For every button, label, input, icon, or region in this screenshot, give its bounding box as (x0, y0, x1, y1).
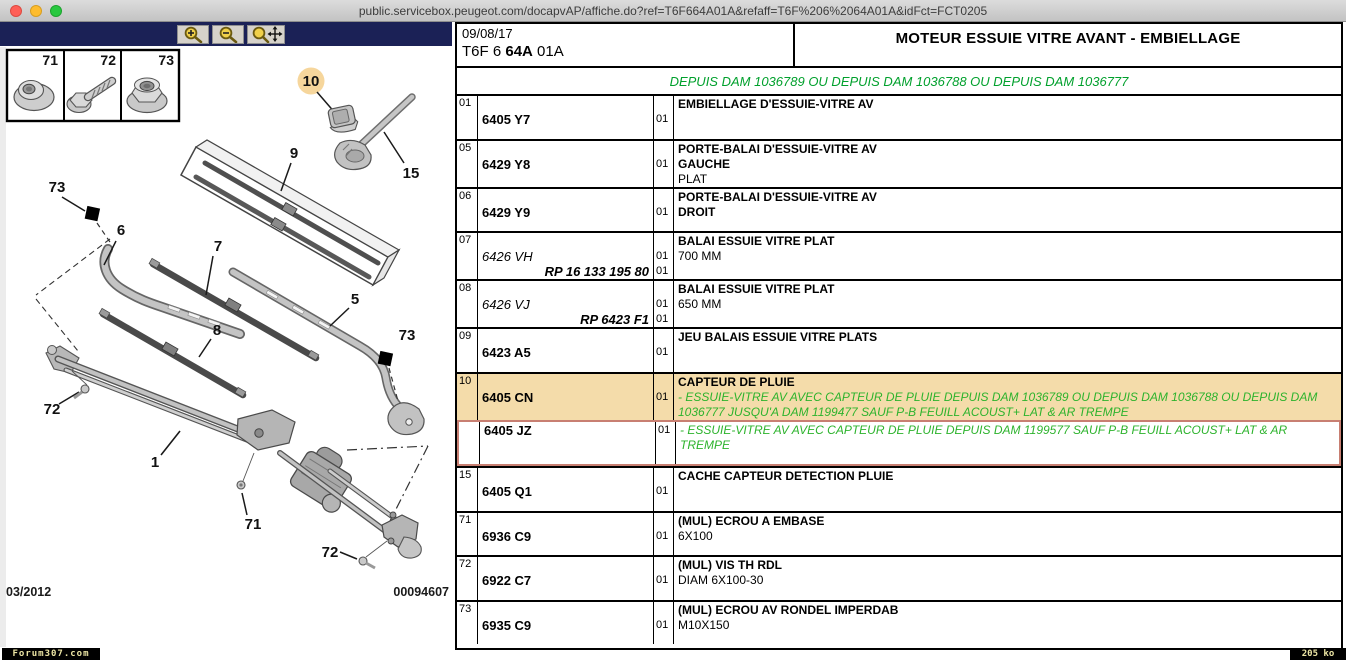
parts-rows (457, 96, 1341, 644)
row-qty-cell (656, 422, 676, 465)
row-qty-cell (654, 557, 674, 600)
part-description-line: 6X100 (678, 528, 713, 543)
part-quantity: 01 (656, 346, 669, 358)
row-ref-cell (478, 233, 654, 279)
part-quantity: 01 (656, 205, 669, 218)
callout-5[interactable]: 5 (350, 291, 360, 308)
part-quantity: 01 (658, 423, 671, 436)
callout-72-left[interactable]: 72 (43, 401, 61, 418)
row-description-cell (674, 281, 1341, 327)
part-description-line: CAPTEUR DE PLUIE (678, 374, 795, 389)
zoom-out-icon (215, 26, 241, 43)
part-quantity: 01 (656, 390, 669, 403)
part-reference[interactable]: 6935 C9 (482, 617, 532, 633)
row-index-cell: 71 (457, 513, 478, 556)
part-quantity: 01 (656, 157, 669, 170)
callout-7[interactable]: 7 (213, 238, 223, 255)
minimize-window-button[interactable] (30, 5, 42, 17)
part-reference[interactable]: 6405 Q1 (482, 484, 532, 499)
row-index-cell: 01 (457, 96, 478, 139)
part-description-line: JEU BALAIS ESSUIE VITRE PLATS (678, 330, 878, 344)
zoom-in-icon (180, 26, 206, 43)
row-index-cell: 72 (457, 557, 478, 600)
callout-10[interactable]: 10 (302, 73, 320, 90)
diagram-doc-number: 00094607 (393, 585, 449, 599)
table-row[interactable] (457, 187, 1341, 232)
callout-9[interactable]: 9 (289, 145, 299, 162)
rain-sensor-part (327, 104, 360, 135)
part-description-line: BALAI ESSUIE VITRE PLAT (678, 234, 835, 248)
table-row[interactable] (457, 96, 1341, 139)
header-date-cell (457, 24, 795, 66)
row-description-cell (674, 602, 1341, 645)
row-qty-cell (654, 233, 674, 279)
callout-72-right-group (322, 541, 387, 568)
part-quantity: 01 (656, 250, 669, 262)
row-description-cell (674, 557, 1341, 600)
row-ref-cell (478, 557, 654, 600)
inset-label-71[interactable]: 71 (42, 52, 58, 68)
table-header (457, 24, 1341, 68)
part-description-line: 650 MM (678, 297, 722, 311)
part-description-line: PORTE-BALAI D'ESSUIE-VITRE AV (678, 189, 877, 204)
part-reference[interactable]: 6405 Y7 (482, 112, 531, 127)
row-index-cell: 05 (457, 141, 478, 187)
callout-6[interactable]: 6 (116, 222, 126, 239)
part-description-line: DIAM 6X100-30 (678, 573, 764, 587)
row-description-cell (674, 468, 1341, 511)
row-description-cell (674, 329, 1341, 372)
pan-magnifier-icon (249, 26, 283, 43)
row-index-cell: 08 (457, 281, 478, 327)
part-quantity: 01 (656, 574, 669, 586)
catalog-ref-prefix: T6F 6 (462, 43, 506, 60)
window-title: public.servicebox.peugeot.com/docapvAP/affiche.do?ref=T6F664A01A&refaff=T6F%206%2064A01A&idFct=FCT0205 (358, 3, 988, 18)
row-index-cell: 15 (457, 468, 478, 511)
table-row[interactable] (457, 555, 1341, 600)
callout-71-group (237, 453, 261, 533)
close-window-button[interactable] (10, 5, 22, 17)
callout-73-left[interactable]: 73 (48, 179, 66, 196)
table-row[interactable] (457, 372, 1341, 420)
callout-73-left-group (49, 179, 112, 245)
inset-label-72[interactable]: 72 (100, 52, 116, 68)
part-description-line: (MUL) VIS TH RDL (678, 558, 782, 572)
part-reference[interactable]: 6405 CN (482, 389, 534, 405)
zoom-out-button[interactable] (212, 25, 244, 44)
table-row[interactable] (457, 511, 1341, 556)
parts-table (455, 22, 1343, 650)
row-qty-cell (654, 468, 674, 511)
part-description-line: (MUL) ECROU A EMBASE (678, 513, 825, 528)
part-description-line: DROIT (678, 204, 716, 219)
row-description-cell (674, 141, 1341, 187)
row-ref-cell (478, 374, 654, 420)
row-qty-cell (654, 281, 674, 327)
table-row[interactable] (457, 466, 1341, 511)
part-description-line: EMBIELLAGE D'ESSUIE-VITRE AV (678, 97, 874, 111)
callout-8[interactable]: 8 (212, 322, 222, 339)
row-description-cell (674, 96, 1341, 139)
table-row[interactable] (457, 231, 1341, 279)
row-qty-cell (654, 513, 674, 556)
row-ref-cell (478, 513, 654, 556)
part-quantity: 01 (656, 529, 669, 542)
part-quantity: 01 (656, 485, 669, 497)
part-quantity: 01 (656, 298, 669, 310)
callout-1[interactable]: 1 (150, 454, 160, 471)
wiper-blade-7 (149, 238, 319, 360)
page-margin (0, 47, 6, 647)
row-ref-cell (478, 189, 654, 232)
table-row[interactable] (457, 279, 1341, 327)
zoom-in-button[interactable] (177, 25, 209, 44)
part-reference[interactable]: 6426 VH (482, 249, 533, 264)
exploded-view-svg (0, 46, 452, 647)
table-row[interactable] (457, 327, 1341, 372)
rain-sensor-group (298, 68, 360, 135)
part-description-line: CACHE CAPTEUR DETECTION PLUIE (678, 469, 894, 483)
window-titlebar (0, 0, 1346, 22)
zoom-pan-button[interactable] (247, 25, 285, 44)
row-index-cell (459, 422, 480, 465)
row-index-cell: 09 (457, 329, 478, 372)
part-description-line: (MUL) ECROU AV RONDEL IMPERDAB (678, 602, 899, 617)
part-quantity: 01 (656, 113, 669, 125)
wiper-arm-5 (233, 272, 424, 435)
header-date: 09/08/17 (462, 26, 513, 41)
row-qty-cell (654, 602, 674, 645)
row-qty-cell (654, 374, 674, 420)
file-size-badge: 205 ko (1290, 648, 1346, 660)
row-index-cell: 73 (457, 602, 478, 645)
table-row[interactable] (457, 420, 1341, 467)
table-row[interactable] (457, 600, 1341, 645)
row-description-cell (674, 374, 1341, 420)
row-ref-cell (478, 281, 654, 327)
wiper-linkage-assembly (43, 346, 421, 559)
part-reference[interactable]: 6936 C9 (482, 528, 532, 544)
part-reference[interactable]: 6426 VJ (482, 297, 530, 312)
watermark-badge: Forum307.com (2, 648, 100, 660)
part-description-line: PLAT (678, 171, 708, 186)
inset-label-73[interactable]: 73 (158, 52, 174, 68)
row-ref-cell (478, 141, 654, 187)
row-index-cell: 10 (457, 374, 478, 420)
part-description-line: 700 MM (678, 249, 722, 263)
row-ref-cell (478, 96, 654, 139)
table-row[interactable] (457, 139, 1341, 187)
part-reference[interactable]: 6423 A5 (482, 345, 531, 360)
callout-72-right[interactable]: 72 (321, 544, 339, 561)
header-catalog-ref (462, 42, 788, 61)
applicability-note: - ESSUIE-VITRE AV AVEC CAPTEUR DE PLUIE DEPUIS DAM 1036789 OU DEPUIS DAM 1036788 OU DEPUIS DAM 1036777 JUSQU'A DAM 1199477 SAUF P-B FEUILL ACOUST+ LAT & AR TREMPE (678, 389, 1318, 419)
row-ref-cell (478, 329, 654, 372)
part-reference[interactable]: 6922 C7 (482, 573, 532, 588)
row-qty-cell (654, 329, 674, 372)
part-quantity: 01 (656, 313, 669, 325)
callout-73-right[interactable]: 73 (398, 327, 416, 344)
page-title: MOTEUR ESSUIE VITRE AVANT - EMBIELLAGE (895, 30, 1241, 47)
callout-15[interactable]: 15 (402, 165, 420, 182)
part-reference[interactable]: 6405 JZ (484, 422, 532, 438)
catalog-ref-group: 64A (505, 43, 533, 60)
diagram-toolbar (0, 22, 452, 46)
row-index-cell: 06 (457, 189, 478, 232)
part-reference[interactable]: RP 6423 F1 (580, 312, 649, 327)
part-reference[interactable]: 6429 Y8 (482, 156, 531, 172)
row-qty-cell (654, 96, 674, 139)
zoom-window-button[interactable] (50, 5, 62, 17)
part-reference[interactable]: 6429 Y9 (482, 204, 531, 220)
row-qty-cell (654, 141, 674, 187)
callout-71[interactable]: 71 (244, 516, 262, 533)
applicability-note: - ESSUIE-VITRE AV AVEC CAPTEUR DE PLUIE DEPUIS DAM 1199577 SAUF P-B FEUILL ACOUST+ LAT & AR TREMPE (680, 422, 1288, 452)
part-description-line: BALAI ESSUIE VITRE PLAT (678, 282, 835, 296)
part-description-line: PORTE-BALAI D'ESSUIE-VITRE AV (678, 141, 877, 156)
row-ref-cell (478, 602, 654, 645)
part-quantity: 01 (656, 618, 669, 631)
part-description-line: M10X150 (678, 617, 730, 632)
applicability-banner: DEPUIS DAM 1036789 OU DEPUIS DAM 1036788 OU DEPUIS DAM 1036777 (457, 68, 1341, 96)
hardware-inset-boxes (7, 50, 179, 121)
row-description-cell (674, 189, 1341, 232)
row-description-cell (674, 513, 1341, 556)
row-qty-cell (654, 189, 674, 232)
catalog-ref-suffix: 01A (532, 43, 564, 60)
part-reference[interactable]: RP 16 133 195 80 (544, 264, 649, 279)
row-ref-cell (480, 422, 656, 465)
row-description-cell (676, 422, 1339, 465)
row-description-cell (674, 233, 1341, 279)
row-index-cell: 07 (457, 233, 478, 279)
part-quantity: 01 (656, 265, 669, 277)
diagram-date: 03/2012 (6, 585, 52, 599)
parts-diagram (0, 46, 452, 647)
part-description-line: GAUCHE (678, 156, 731, 171)
row-ref-cell (478, 468, 654, 511)
